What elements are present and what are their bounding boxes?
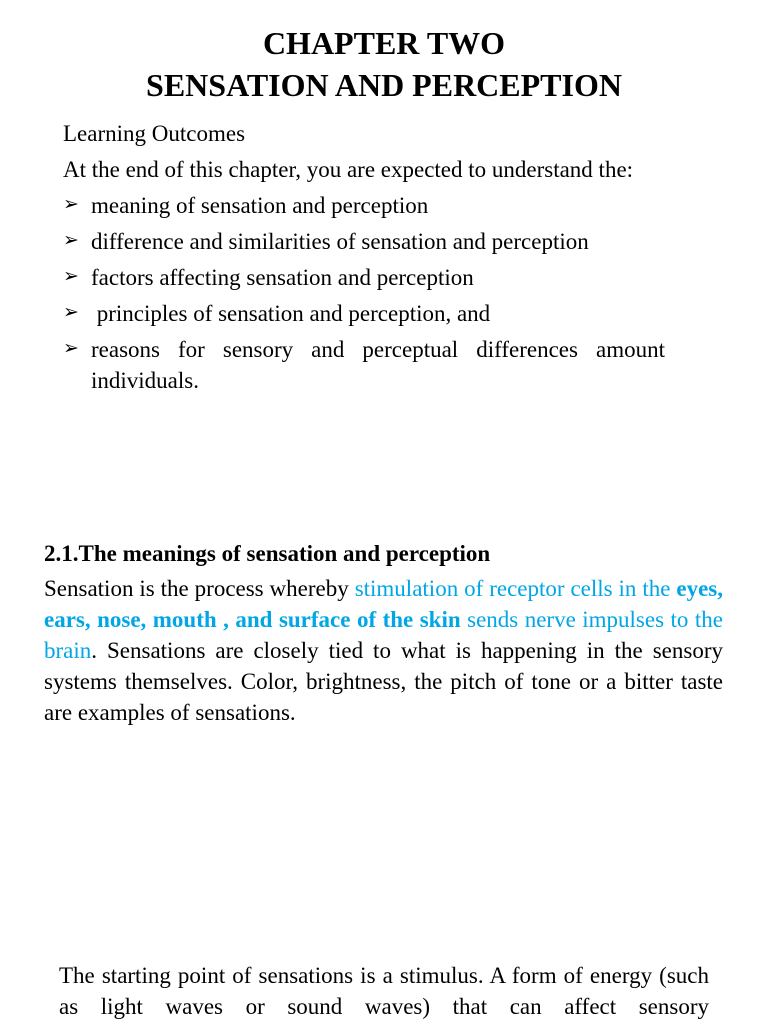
chapter-title — [0, 22, 768, 106]
arrow-bullet-icon: ➢ — [63, 337, 79, 359]
list-item — [63, 226, 665, 257]
section-2-1 — [44, 538, 723, 728]
paragraph-text: . Sensations are closely tied to what is happening in the sensory systems themselves. Color, brightness, the pitch of tone or a bitter taste are examples of sensations. — [44, 638, 723, 725]
chapter-name: SENSATION AND PERCEPTION — [146, 67, 622, 103]
paragraph-text: Sensation is the process whereby — [44, 576, 355, 601]
continuation-paragraph — [59, 960, 709, 1022]
learning-outcomes — [63, 118, 665, 401]
highlighted-text: sends nerve impulses to the brain — [44, 607, 723, 663]
list-item-text: reasons for sensory and perceptual differences amount individuals. — [91, 337, 665, 393]
arrow-bullet-icon: ➢ — [63, 229, 79, 251]
arrow-bullet-icon: ➢ — [63, 193, 79, 215]
highlighted-text: stimulation of receptor cells in the — [354, 576, 677, 601]
learning-outcomes-intro: At the end of this chapter, you are expected to understand the: — [63, 157, 634, 182]
arrow-bullet-icon: ➢ — [63, 301, 79, 323]
list-item — [63, 334, 665, 396]
continuation-text: The starting point of sensations is a stimulus. A form of energy (such as light waves or sound waves) that can affect sensory — [59, 963, 709, 1019]
learning-outcomes-heading: Learning Outcomes — [63, 121, 246, 146]
list-item — [63, 298, 665, 329]
list-item-text: principles of sensation and perception, and — [91, 301, 491, 326]
outcome-list — [63, 190, 665, 396]
list-item-text: factors affecting sensation and perception — [91, 265, 474, 290]
arrow-bullet-icon: ➢ — [63, 265, 79, 287]
chapter-number: CHAPTER TWO — [262, 25, 506, 61]
list-item — [63, 262, 665, 293]
highlighted-bold-text: eyes, ears, nose, mouth , and surface of the skin — [44, 576, 723, 632]
list-item — [63, 190, 665, 221]
section-paragraph — [44, 573, 723, 728]
list-item-text: difference and similarities of sensation and perception — [91, 229, 589, 254]
section-heading: 2.1.The meanings of sensation and perception — [44, 541, 491, 566]
list-item-text: meaning of sensation and perception — [91, 193, 429, 218]
